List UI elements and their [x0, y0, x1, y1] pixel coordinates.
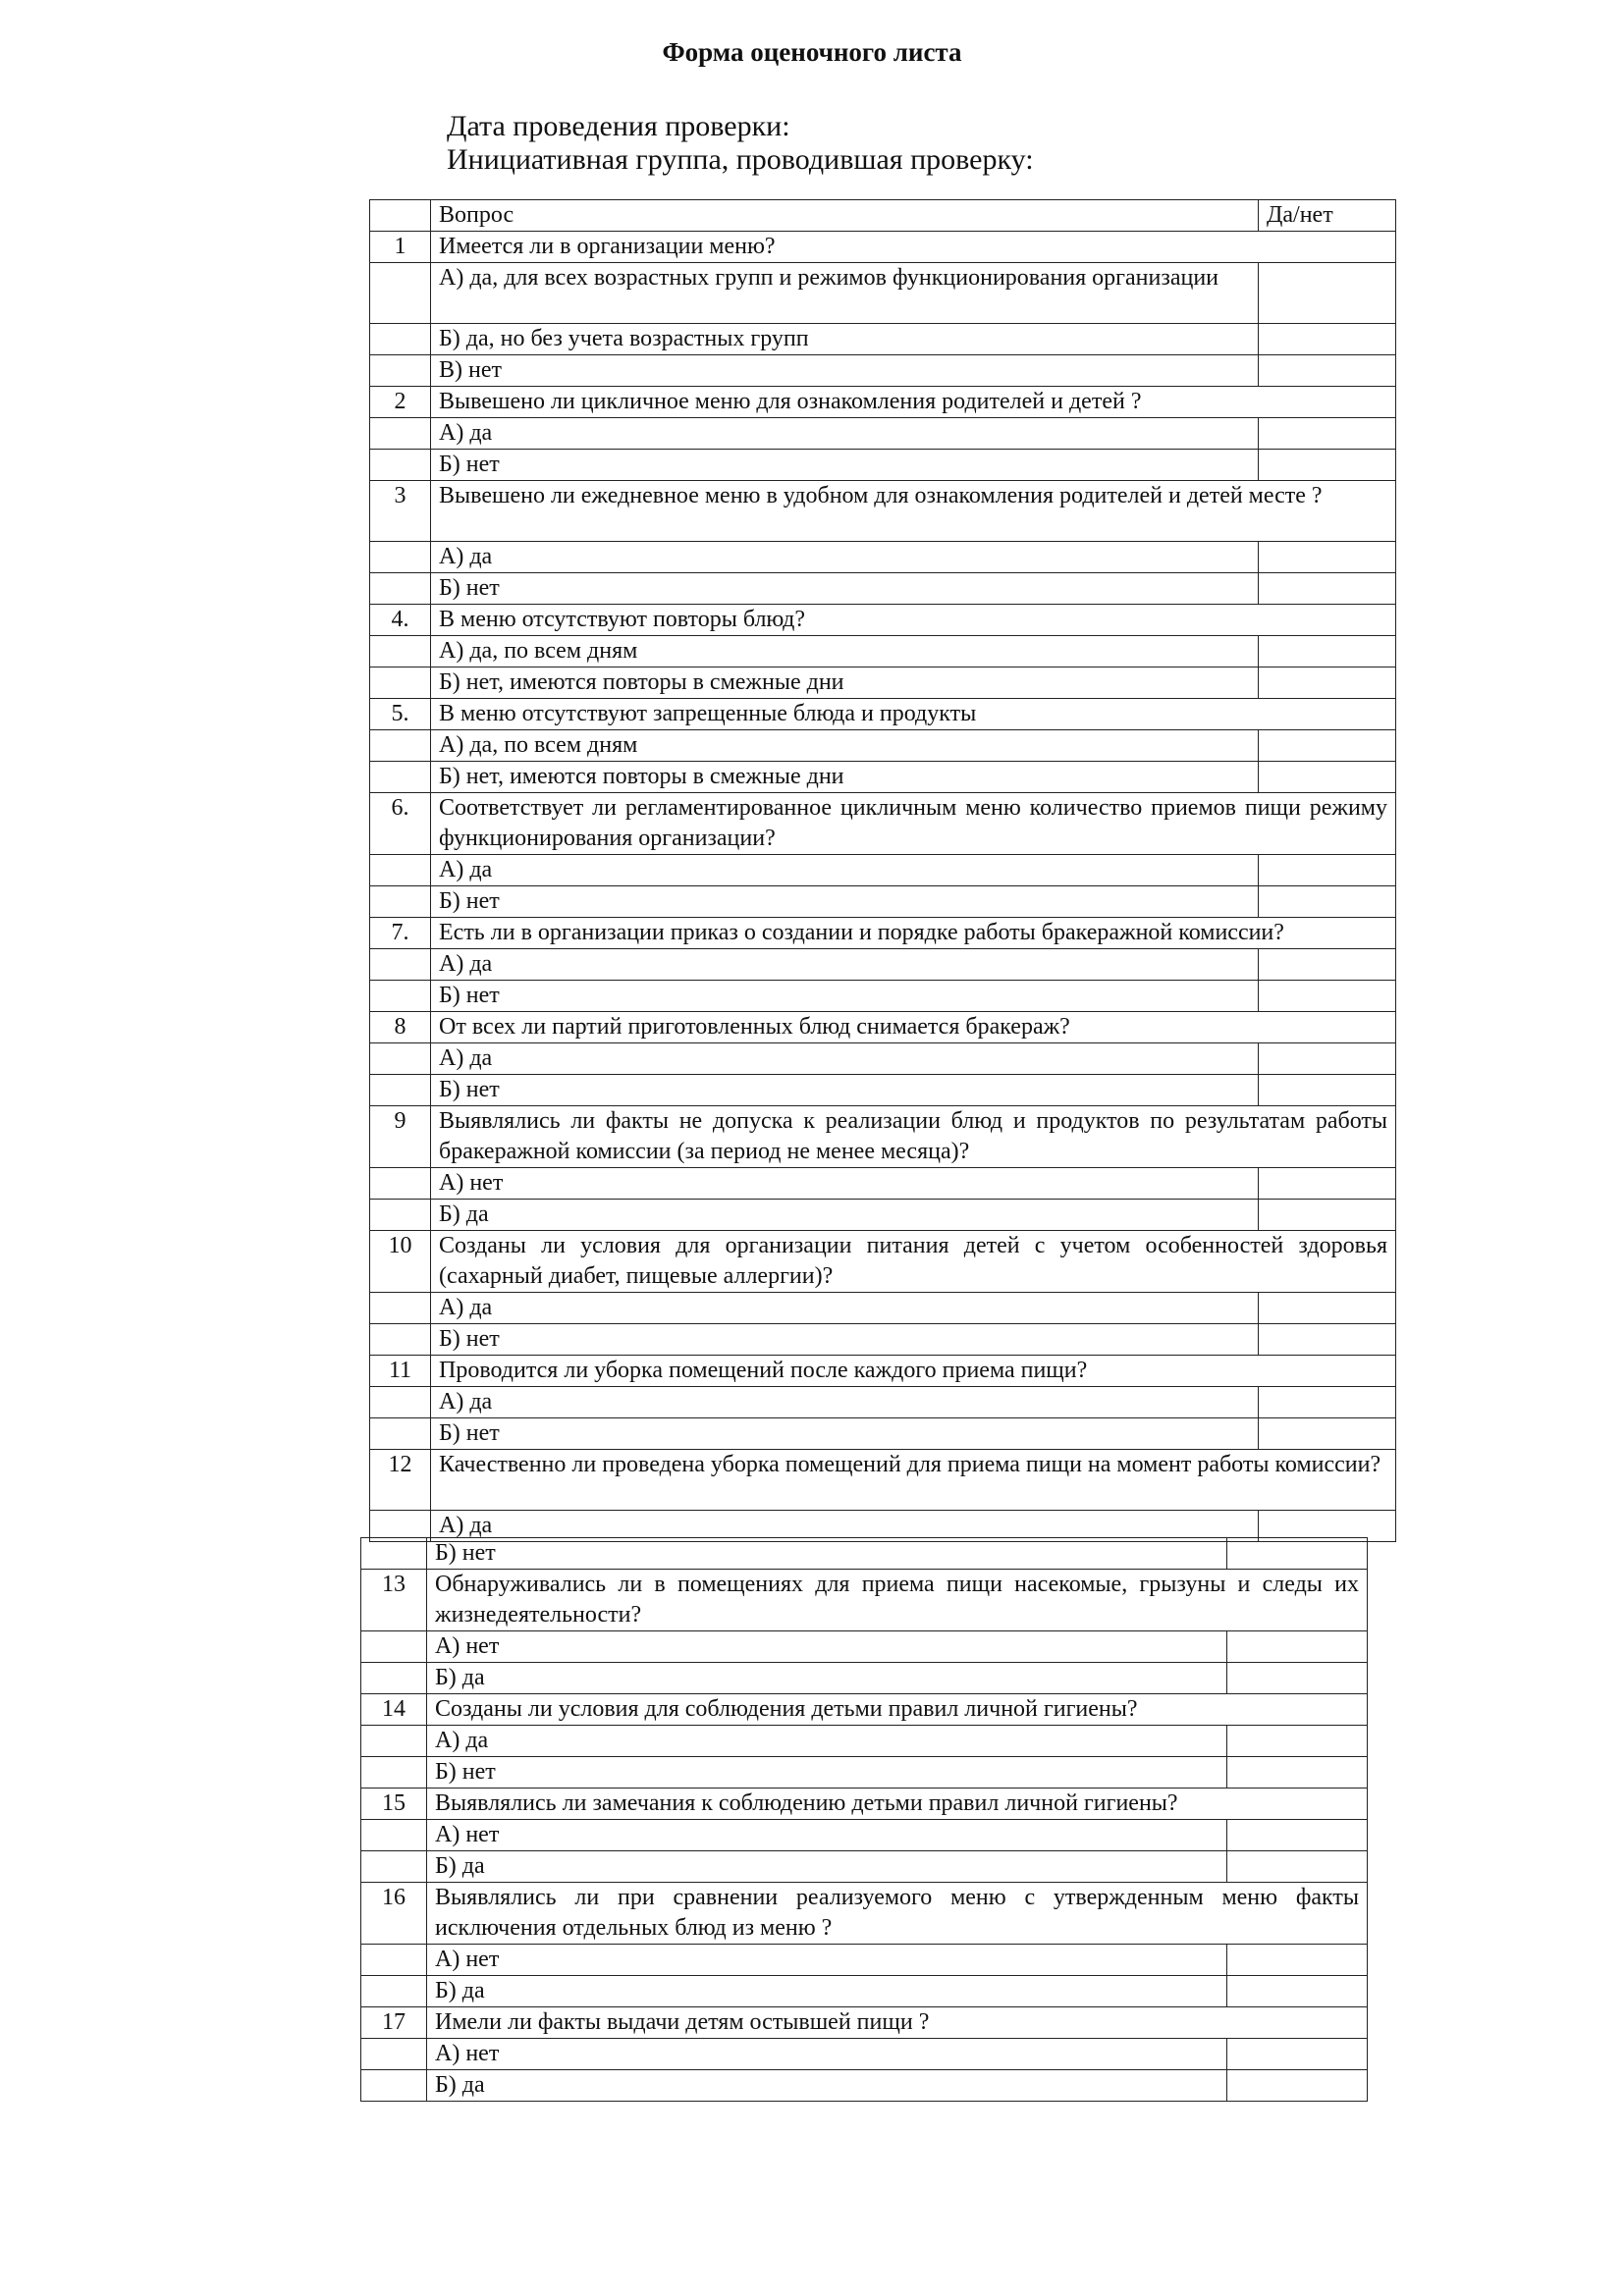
question-text: Проводится ли уборка помещений после каждого приема пищи?: [431, 1356, 1396, 1387]
question-text: Выявлялись ли замечания к соблюдению детьми правил личной гигиены?: [427, 1789, 1368, 1820]
answer-option-text: А) да: [431, 1293, 1259, 1324]
page-title: Форма оценочного листа: [662, 37, 962, 67]
yes-no-answer-cell[interactable]: [1227, 1538, 1368, 1570]
question-number: [370, 762, 431, 793]
yes-no-answer-cell[interactable]: [1259, 1387, 1396, 1418]
question-number: 15: [361, 1789, 427, 1820]
question-number: [370, 263, 431, 324]
answer-option-row: [370, 418, 1396, 450]
answer-option-row: [370, 981, 1396, 1012]
question-number: [370, 855, 431, 886]
answer-option-text: Б) нет, имеются повторы в смежные дни: [431, 667, 1259, 699]
answer-option-row: [370, 263, 1396, 324]
answer-option-text: А) нет: [427, 1631, 1227, 1663]
question-row: [370, 1012, 1396, 1043]
yes-no-answer-cell[interactable]: [1259, 418, 1396, 450]
answer-option-text: Б) да, но без учета возрастных групп: [431, 324, 1259, 355]
question-number: [370, 1324, 431, 1356]
yes-no-answer-cell[interactable]: [1227, 2039, 1368, 2070]
answer-option-row: [370, 1168, 1396, 1200]
answer-option-text: А) да: [431, 855, 1259, 886]
question-number: [370, 1075, 431, 1106]
question-number: 9: [370, 1106, 431, 1168]
question-number: 7.: [370, 918, 431, 949]
yes-no-answer-cell[interactable]: [1259, 1293, 1396, 1324]
yes-no-answer-cell[interactable]: [1259, 1168, 1396, 1200]
question-row: [361, 1789, 1368, 1820]
question-text: Созданы ли условия для соблюдения детьми правил личной гигиены?: [427, 1694, 1368, 1726]
yes-no-answer-cell[interactable]: [1259, 542, 1396, 573]
yes-no-answer-cell[interactable]: [1227, 1976, 1368, 2007]
question-text: От всех ли партий приготовленных блюд снимается бракераж?: [431, 1012, 1396, 1043]
question-text: В меню отсутствуют запрещенные блюда и продукты: [431, 699, 1396, 730]
yes-no-answer-cell[interactable]: [1259, 667, 1396, 699]
yes-no-answer-cell[interactable]: [1259, 730, 1396, 762]
answer-option-text: А) да: [431, 1387, 1259, 1418]
yes-no-answer-cell[interactable]: [1259, 949, 1396, 981]
answer-option-row: [370, 1075, 1396, 1106]
initiative-group-label: Инициативная группа, проводившая проверку:: [447, 143, 1034, 176]
question-number: 12: [370, 1450, 431, 1511]
answer-option-row: [370, 573, 1396, 605]
question-number: 17: [361, 2007, 427, 2039]
answer-option-row: [361, 1851, 1368, 1883]
answer-option-row: [370, 1043, 1396, 1075]
question-number: 3: [370, 481, 431, 542]
answer-option-row: [370, 450, 1396, 481]
answer-option-text: А) да: [427, 1726, 1227, 1757]
question-number: [370, 730, 431, 762]
question-text: Созданы ли условия для организации питания детей с учетом особенностей здоровья (сахарный диабет, пищевые аллергии)?: [431, 1231, 1396, 1293]
question-number: [361, 2070, 427, 2102]
question-row: [370, 232, 1396, 263]
yes-no-answer-cell[interactable]: [1259, 981, 1396, 1012]
question-number: [361, 1851, 427, 1883]
answer-option-row: [370, 1200, 1396, 1231]
question-number: [370, 949, 431, 981]
answer-option-text: Б) нет: [431, 981, 1259, 1012]
answer-option-row: [370, 355, 1396, 387]
answer-option-row: [370, 1418, 1396, 1450]
answer-option-text: Б) нет: [427, 1757, 1227, 1789]
question-header: Вопрос: [431, 200, 1259, 232]
yes-no-answer-cell[interactable]: [1259, 1043, 1396, 1075]
question-number: [370, 355, 431, 387]
answer-option-row: [370, 636, 1396, 667]
answer-option-text: А) да, для всех возрастных групп и режимов функционирования организации: [431, 263, 1259, 324]
answer-option-row: [370, 949, 1396, 981]
question-row: [370, 605, 1396, 636]
question-number: [370, 1200, 431, 1231]
answer-option-row: [361, 1631, 1368, 1663]
answer-option-text: А) нет: [427, 2039, 1227, 2070]
answer-option-row: [361, 1945, 1368, 1976]
question-number: 11: [370, 1356, 431, 1387]
question-row: [361, 1570, 1368, 1631]
yes-no-answer-cell[interactable]: [1259, 762, 1396, 793]
yes-no-answer-cell[interactable]: [1259, 573, 1396, 605]
answer-option-row: [370, 324, 1396, 355]
question-number: 8: [370, 1012, 431, 1043]
answer-option-row: [370, 1387, 1396, 1418]
question-number: 6.: [370, 793, 431, 855]
evaluation-table-part-1: [369, 199, 1396, 1542]
answer-header: Да/нет: [1259, 200, 1396, 232]
question-row: [370, 918, 1396, 949]
question-number: 14: [361, 1694, 427, 1726]
yes-no-answer-cell[interactable]: [1259, 855, 1396, 886]
question-number: 13: [361, 1570, 427, 1631]
answer-option-text: Б) нет: [431, 886, 1259, 918]
question-number: [370, 886, 431, 918]
yes-no-answer-cell[interactable]: [1259, 1075, 1396, 1106]
question-number: [361, 1820, 427, 1851]
answer-option-row: [361, 1820, 1368, 1851]
inspection-date-label: Дата проведения проверки:: [447, 110, 790, 142]
answer-option-text: Б) да: [427, 1851, 1227, 1883]
yes-no-answer-cell[interactable]: [1259, 636, 1396, 667]
question-number: [370, 1168, 431, 1200]
question-number: 4.: [370, 605, 431, 636]
yes-no-answer-cell[interactable]: [1259, 263, 1396, 324]
answer-option-text: Б) нет: [431, 450, 1259, 481]
question-row: [361, 1694, 1368, 1726]
question-number: [361, 1726, 427, 1757]
answer-option-row: [370, 886, 1396, 918]
answer-option-row: [370, 730, 1396, 762]
evaluation-table-part-2: [360, 1537, 1368, 2102]
question-number: 2: [370, 387, 431, 418]
question-row: [370, 481, 1396, 542]
question-row: [370, 699, 1396, 730]
question-text: Соответствует ли регламентированное цикличным меню количество приемов пищи режиму функционирования организации?: [431, 793, 1396, 855]
answer-option-row: [361, 1757, 1368, 1789]
yes-no-answer-cell[interactable]: [1227, 1663, 1368, 1694]
question-text: Вывешено ли ежедневное меню в удобном для ознакомления родителей и детей месте ?: [431, 481, 1396, 542]
answer-option-text: Б) нет: [431, 573, 1259, 605]
question-number: [370, 636, 431, 667]
answer-option-text: А) да: [431, 418, 1259, 450]
question-number: [361, 2039, 427, 2070]
question-text: Имели ли факты выдачи детям остывшей пищи ?: [427, 2007, 1368, 2039]
question-number: [370, 981, 431, 1012]
answer-option-text: В) нет: [431, 355, 1259, 387]
answer-option-text: Б) нет: [431, 1324, 1259, 1356]
question-row: [370, 1106, 1396, 1168]
question-row: [370, 387, 1396, 418]
question-number: 1: [370, 232, 431, 263]
answer-option-text: Б) нет: [427, 1538, 1227, 1570]
number-header-cell: [370, 200, 431, 232]
yes-no-answer-cell[interactable]: [1259, 886, 1396, 918]
question-number: [370, 542, 431, 573]
question-row: [370, 1231, 1396, 1293]
yes-no-answer-cell[interactable]: [1259, 324, 1396, 355]
question-text: Вывешено ли цикличное меню для ознакомления родителей и детей ?: [431, 387, 1396, 418]
question-number: [370, 450, 431, 481]
question-number: [361, 1631, 427, 1663]
answer-option-text: Б) да: [427, 2070, 1227, 2102]
answer-option-row: [370, 667, 1396, 699]
answer-option-text: А) да: [431, 542, 1259, 573]
yes-no-answer-cell[interactable]: [1227, 1726, 1368, 1757]
question-number: [361, 1976, 427, 2007]
yes-no-answer-cell[interactable]: [1227, 1757, 1368, 1789]
answer-option-text: Б) нет, имеются повторы в смежные дни: [431, 762, 1259, 793]
answer-option-row: [361, 1726, 1368, 1757]
answer-option-row: [370, 1293, 1396, 1324]
yes-no-answer-cell[interactable]: [1259, 450, 1396, 481]
answer-option-text: А) да: [431, 1043, 1259, 1075]
answer-option-row: [361, 2070, 1368, 2102]
question-number: [361, 1945, 427, 1976]
question-row: [370, 793, 1396, 855]
yes-no-answer-cell[interactable]: [1227, 1851, 1368, 1883]
yes-no-answer-cell[interactable]: [1227, 1945, 1368, 1976]
question-text: Есть ли в организации приказ о создании и порядке работы бракеражной комиссии?: [431, 918, 1396, 949]
question-text: Имеется ли в организации меню?: [431, 232, 1396, 263]
answer-option-row: [361, 2039, 1368, 2070]
yes-no-answer-cell[interactable]: [1227, 1631, 1368, 1663]
question-row: [370, 1356, 1396, 1387]
answer-option-text: А) нет: [427, 1945, 1227, 1976]
question-text: Качественно ли проведена уборка помещений для приема пищи на момент работы комиссии?: [431, 1450, 1396, 1511]
answer-option-row: [370, 1324, 1396, 1356]
question-number: [370, 1418, 431, 1450]
answer-option-text: А) нет: [427, 1820, 1227, 1851]
yes-no-answer-cell[interactable]: [1259, 1418, 1396, 1450]
question-number: [361, 1538, 427, 1570]
yes-no-answer-cell[interactable]: [1259, 355, 1396, 387]
answer-option-text: Б) да: [431, 1200, 1259, 1231]
question-number: [370, 1293, 431, 1324]
answer-option-row: [361, 1976, 1368, 2007]
question-number: 10: [370, 1231, 431, 1293]
answer-option-text: А) да, по всем дням: [431, 730, 1259, 762]
question-row: [370, 1450, 1396, 1511]
yes-no-answer-cell[interactable]: [1259, 1324, 1396, 1356]
question-row: [361, 1883, 1368, 1945]
question-number: 16: [361, 1883, 427, 1945]
answer-option-row: [361, 1538, 1368, 1570]
table-header-row: [370, 200, 1396, 232]
question-number: [370, 418, 431, 450]
answer-option-text: А) да: [431, 1511, 1259, 1542]
question-number: [361, 1757, 427, 1789]
question-number: [361, 1663, 427, 1694]
answer-option-text: А) да, по всем дням: [431, 636, 1259, 667]
question-number: [370, 1043, 431, 1075]
answer-option-text: Б) нет: [431, 1075, 1259, 1106]
answer-option-row: [370, 855, 1396, 886]
question-text: Выявлялись ли факты не допуска к реализации блюд и продуктов по результатам работы бракеражной комиссии (за период не менее месяца)?: [431, 1106, 1396, 1168]
yes-no-answer-cell[interactable]: [1259, 1200, 1396, 1231]
question-text: Выявлялись ли при сравнении реализуемого меню с утвержденным меню факты исключения отдельных блюд из меню ?: [427, 1883, 1368, 1945]
answer-option-text: Б) нет: [431, 1418, 1259, 1450]
question-text: Обнаруживались ли в помещениях для приема пищи насекомые, грызуны и следы их жизнедеятельности?: [427, 1570, 1368, 1631]
yes-no-answer-cell[interactable]: [1227, 2070, 1368, 2102]
answer-option-row: [361, 1663, 1368, 1694]
question-number: 5.: [370, 699, 431, 730]
question-text: В меню отсутствуют повторы блюд?: [431, 605, 1396, 636]
answer-option-text: А) да: [431, 949, 1259, 981]
question-row: [361, 2007, 1368, 2039]
answer-option-text: Б) да: [427, 1976, 1227, 2007]
answer-option-text: Б) да: [427, 1663, 1227, 1694]
answer-option-text: А) нет: [431, 1168, 1259, 1200]
question-number: [370, 573, 431, 605]
yes-no-answer-cell[interactable]: [1227, 1820, 1368, 1851]
question-number: [370, 667, 431, 699]
answer-option-row: [370, 542, 1396, 573]
answer-option-row: [370, 762, 1396, 793]
question-number: [370, 324, 431, 355]
question-number: [370, 1387, 431, 1418]
